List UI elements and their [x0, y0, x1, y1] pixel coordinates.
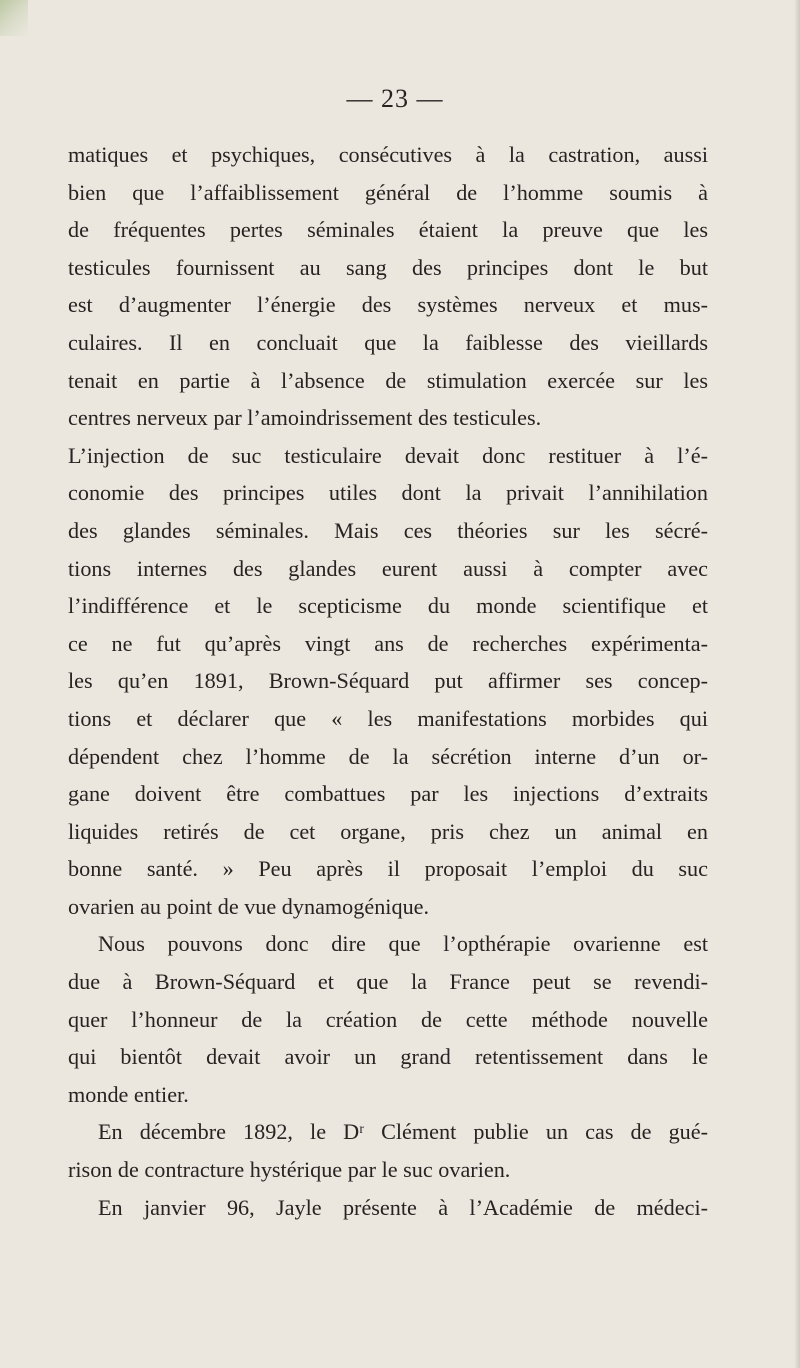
text-line: bonne santé. » Peu après il proposait l’emploi du suc [68, 856, 708, 882]
text-line: bien que l’affaiblissement général de l’homme soumis à [68, 179, 708, 205]
text-line: est d’augmenter l’énergie des systèmes nerveux et mus- [68, 292, 708, 318]
paragraph-2 [68, 925, 708, 1113]
page-number: — 23 — [346, 84, 444, 113]
text-line: centres nerveux par l’amoindrissement des testicules. [68, 405, 542, 431]
text-line: En janvier 96, Jayle présente à l’Académie de médeci- [98, 1194, 708, 1220]
paragraph-1 [68, 136, 708, 925]
text-line: tions et déclarer que « les manifestations morbides qui [68, 705, 708, 731]
text-line: culaires. Il en concluait que la faiblesse des vieillards [68, 329, 708, 355]
text-line: monde entier. [68, 1081, 189, 1107]
text-line: liquides retirés de cet organe, pris chez un animal en [68, 818, 708, 844]
text-line: tions internes des glandes eurent aussi à compter avec [68, 555, 708, 581]
text-line: les qu’en 1891, Brown-Séquard put affirmer ses concep- [68, 668, 708, 694]
text-line: dépendent chez l’homme de la sécrétion interne d’un or- [68, 743, 708, 769]
text-line: testicules fournissent au sang des principes dont le but [68, 254, 708, 280]
body-text [68, 136, 708, 1226]
text-line: matiques et psychiques, consécutives à la castration, aussi [68, 142, 708, 167]
text-line: ovarien au point de vue dynamogénique. [68, 893, 430, 919]
text-line: En décembre 1892, le Dʳ Clément publie un cas de gué- [98, 1119, 708, 1145]
text-line: tenait en partie à l’absence de stimulation exercée sur les [68, 367, 708, 393]
page-corner-stain [0, 0, 28, 36]
text-line: ce ne fut qu’après vingt ans de recherches expérimenta- [68, 630, 708, 656]
text-line: rison de contracture hystérique par le suc ovarien. [68, 1157, 511, 1183]
text-line: L’injection de suc testiculaire devait donc restituer à l’é- [68, 442, 708, 468]
text-line: conomie des principes utiles dont la privait l’annihilation [68, 480, 708, 506]
text-line: qui bientôt devait avoir un grand retentissement dans le [68, 1044, 708, 1070]
paragraph-3 [68, 1113, 708, 1188]
text-line: Nous pouvons donc dire que l’opthérapie ovarienne est [98, 931, 708, 957]
text-line: quer l’honneur de la création de cette méthode nouvelle [68, 1006, 708, 1032]
paragraph-4 [68, 1189, 708, 1227]
text-line: due à Brown-Séquard et que la France peut se revendi- [68, 969, 708, 995]
text-line: l’indifférence et le scepticisme du monde scientifique et [68, 593, 708, 619]
page-edge-shadow [794, 0, 800, 1368]
text-line: des glandes séminales. Mais ces théories sur les sécré- [68, 517, 708, 543]
text-line: gane doivent être combattues par les injections d’extraits [68, 781, 708, 807]
text-line: de fréquentes pertes séminales étaient la preuve que les [68, 217, 708, 243]
